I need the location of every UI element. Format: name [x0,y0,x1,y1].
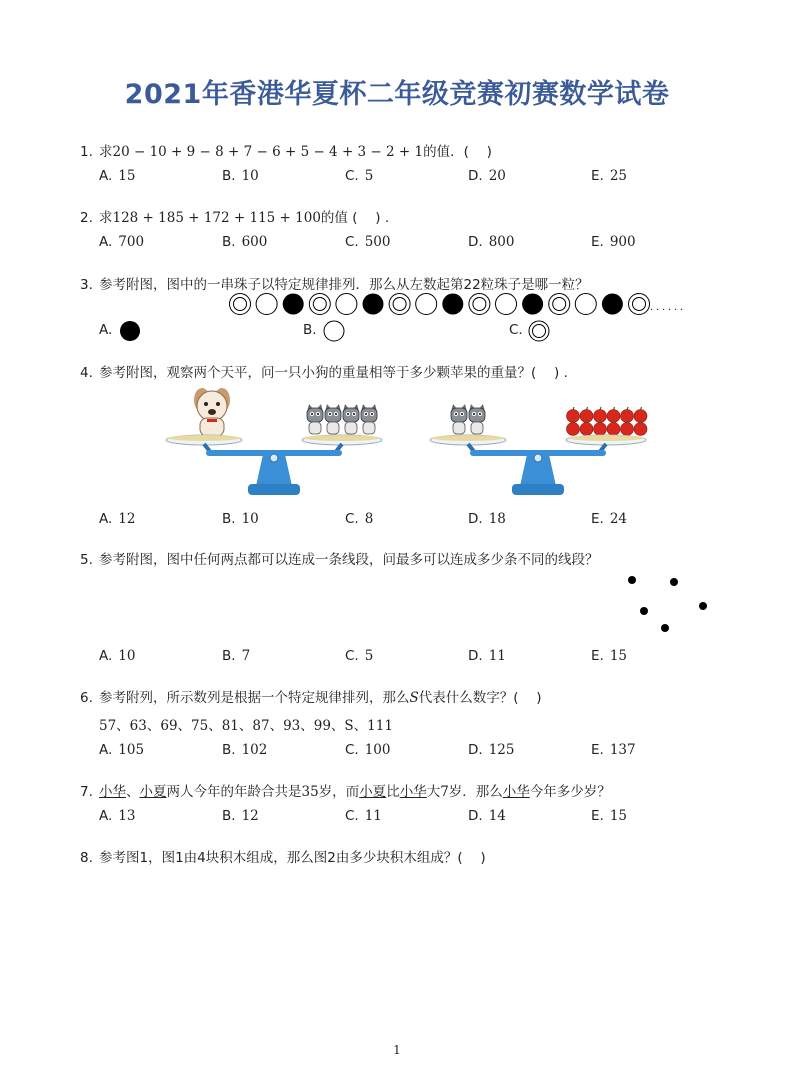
option-c: C. 100 [345,742,391,758]
name-xiaohua: 小华 [99,784,126,800]
option-e: E. 137 [591,742,636,758]
option-a: A. 700 [99,234,145,250]
question-7-options [99,808,739,828]
balance-2 [430,404,647,495]
apple-icon [634,420,647,436]
bead-plain [256,294,277,315]
bead-double-ring [469,294,490,315]
option-c: C. 500 [345,234,391,250]
bead-black [283,294,304,315]
option-c: C. 11 [345,808,382,824]
cat-group-4 [307,404,377,434]
question-text: 求 [99,210,113,226]
apple-icon [607,420,620,436]
question-8 [80,846,486,866]
bead-sequence-figure [228,292,708,316]
question-text: 参考图1，图1由4块积木组成，那么图2由多少块积木组成？( ) [99,850,486,866]
question-text: 参考附列，所示数列是根据一个特定规律排列，那么 [99,690,410,706]
question-text: 求 [99,144,113,160]
number-sequence: 57、63、69、75、81、87、93、99、S、111 [99,718,393,734]
question-4-options [99,511,739,531]
option-d: D. 14 [468,808,506,824]
option-e: E. 24 [591,511,628,527]
apple-icon [634,407,647,423]
question-number: 4. [80,365,93,381]
cat-icon [343,404,359,434]
apple-icon [594,420,607,436]
apple-icon [580,420,593,436]
dot [640,607,648,615]
age-diff: 7 [440,784,449,800]
option-b: B. 102 [222,742,268,758]
name-xiaoxia: 小夏 [139,784,167,800]
exam-title: 2021年香港华夏杯二年级竞赛初赛数学试卷 [124,79,670,110]
bead-plain [336,294,357,315]
question-1-options [99,168,739,188]
option-a-bead [119,320,143,344]
bead-plain [496,294,517,315]
bead-double-ring [549,294,570,315]
bead-black [120,321,140,341]
option-b: B. 7 [222,648,251,664]
apple-icon [580,407,593,423]
option-d: D. 20 [468,168,506,184]
bead-black [442,294,463,315]
option-a: A. 12 [99,511,136,527]
bead-double-ring [629,294,650,315]
option-b: B. [303,322,317,338]
bead-double-ring [309,294,330,315]
cat-icon [325,404,341,434]
option-e: E. 900 [591,234,636,250]
math-expression: 20 − 10 + 9 − 8 + 7 − 6 + 5 − 4 + 3 − 2 + 1 [112,144,424,160]
option-c: C. 5 [345,168,374,184]
apple-icon [621,420,634,436]
bead-double-ring [230,294,251,315]
option-e: E. 15 [591,808,628,824]
option-b: B. 10 [222,168,259,184]
bead-plain [575,294,596,315]
option-c: C. 5 [345,648,374,664]
option-a: A. [99,322,113,338]
apple-icon [567,420,580,436]
apple-group-12 [567,407,648,436]
variable-s: S [409,690,419,706]
option-b: B. 10 [222,511,259,527]
balance-1 [166,388,382,495]
bead-double-ring [389,294,410,315]
option-c: C. [509,322,523,338]
option-a: A. 15 [99,168,136,184]
balance-scales-figure [164,378,724,504]
question-6 [80,686,542,706]
option-d: D. 125 [468,742,515,758]
apple-icon [594,407,607,423]
question-text-end: 的值 ( ) . [320,210,390,226]
option-a: A. 13 [99,808,136,824]
option-b: B. 12 [222,808,259,824]
option-e: E. 15 [591,648,628,664]
age-sum: 35 [301,784,319,800]
dot [628,576,636,584]
dot [670,578,678,586]
question-1 [80,140,492,160]
question-number: 7. [80,784,93,800]
cat-icon [361,404,377,434]
question-number: 5. [80,552,93,568]
apple-icon [621,407,634,423]
math-expression: 128 + 185 + 172 + 115 + 100 [112,210,321,226]
name-xiaohua: 小华 [399,784,427,800]
option-e: E. 25 [591,168,628,184]
cat-icon [307,404,323,434]
question-text: 参考附图，图中的一串珠子以特定规律排列．那么从左数起第22粒珠子是哪一粒？ [99,277,589,293]
option-d: D. 800 [468,234,515,250]
name-xiaoxia: 小夏 [359,784,387,800]
question-number: 3. [80,277,93,293]
bead-black [363,294,384,315]
dot [699,602,707,610]
question-number: 6. [80,690,93,706]
option-b-bead [323,320,347,344]
apple-icon [567,407,580,423]
dot [661,624,669,632]
question-5-options [99,648,739,668]
question-text: 参考附图，观察两个天平，问一只小狗的重量相等于多少颗苹果的重量？( ) . [99,365,568,381]
dog-icon [194,388,230,436]
question-text-end: 代表什么数字？( ) [418,690,542,706]
cat-group-2 [451,404,485,434]
question-7: 7. 小华、小夏两人今年的年龄合共是35岁，而小夏比小华大7岁．那么小华今年多少岁？ [80,784,611,800]
option-c: C. 8 [345,511,374,527]
five-dots-figure [620,570,720,640]
option-b: B. 600 [222,234,268,250]
bead-plain [416,294,437,315]
cat-icon [451,404,467,434]
option-a: A. 105 [99,742,145,758]
bead-black [522,294,543,315]
question-2-options [99,234,739,254]
apple-icon [607,407,620,423]
bead-plain [324,321,344,341]
bead-black [602,294,623,315]
option-d: D. 11 [468,648,506,664]
question-3 [80,273,589,293]
cat-icon [469,404,485,434]
question-text-end: 的值．( ) [423,144,492,160]
question-6-options [99,742,739,762]
question-number: 8. [80,850,93,866]
option-d: D. 18 [468,511,506,527]
question-2 [80,206,389,226]
name-xiaohua: 小华 [502,784,530,800]
question-number: 2. [80,210,93,226]
page-number: 1 [393,1043,401,1057]
question-5 [80,548,599,568]
bead-ellipsis: ．．．．．． [650,302,691,313]
option-c-bead [528,320,552,344]
question-3-options [99,322,739,342]
question-text: 参考附图，图中任何两点都可以连成一条线段，问最多可以连成多少条不同的线段？ [99,552,599,568]
option-a: A. 10 [99,648,136,664]
question-number: 1. [80,144,93,160]
